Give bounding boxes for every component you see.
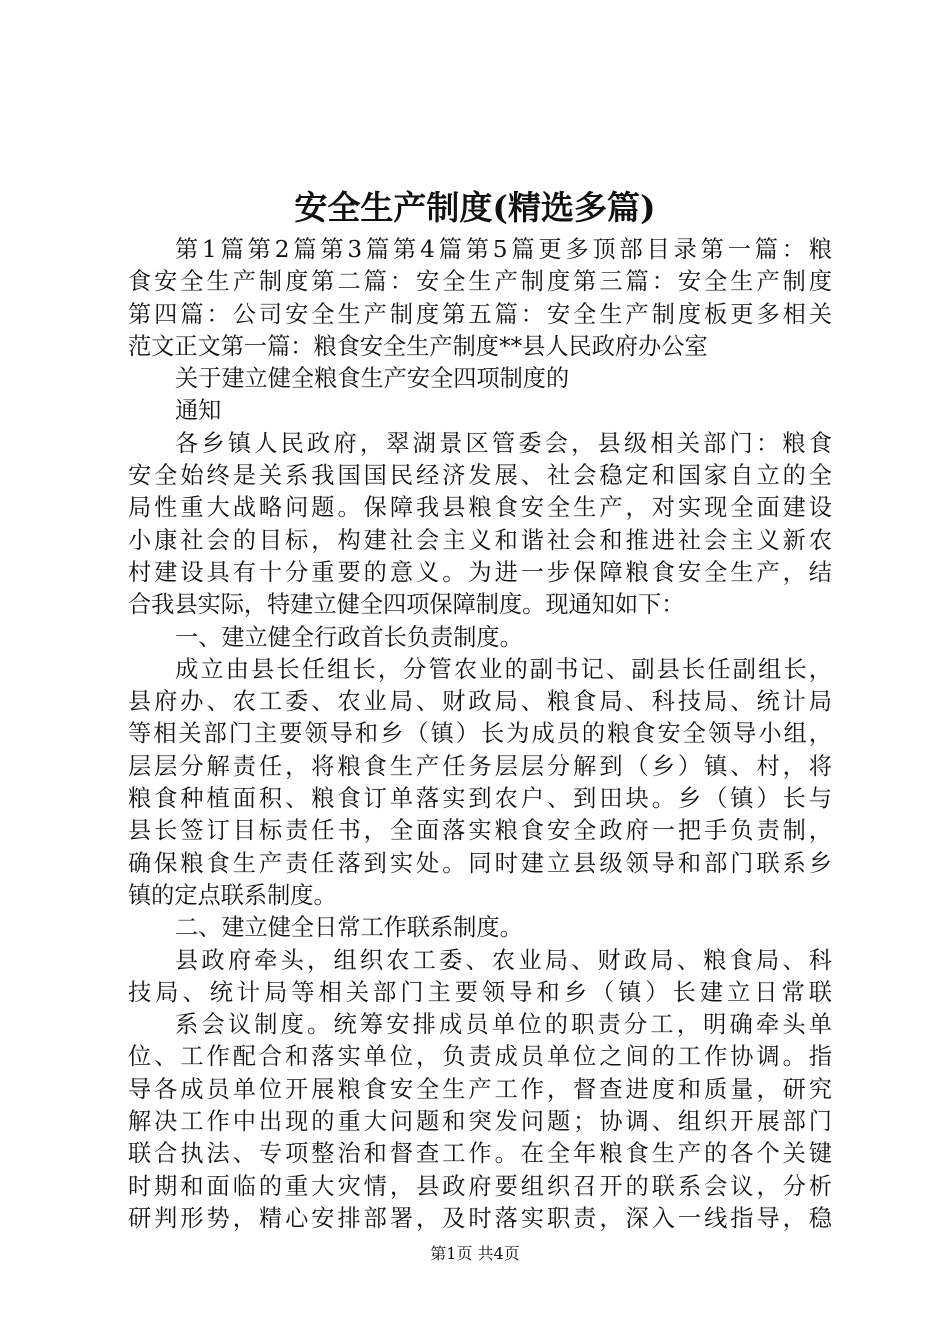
body-line: 系会议制度。统筹安排成员单位的职责分工，明确牵头单	[175, 1011, 832, 1039]
body-line: 县府办、农工委、农业局、财政局、粮食局、科技局、统计局	[128, 688, 832, 716]
body-line: 导各成员单位开展粮食安全生产工作，督查进度和质量，研究	[128, 1075, 832, 1103]
body-line: 第四篇：公司安全生产制度第五篇：安全生产制度板更多相关	[128, 300, 832, 328]
page-footer: 第1页 共4页	[430, 1244, 520, 1263]
document-title: 安全生产制度(精选多篇)	[294, 188, 656, 227]
body-line: 层层分解责任，将粮食生产任务层层分解到（乡）镇、村，将	[128, 752, 832, 780]
body-line: 一、建立健全行政首长负责制度。	[175, 623, 523, 651]
body-line: 确保粮食生产责任落到实处。同时建立县级领导和部门联系乡	[128, 849, 832, 877]
body-line: 范文正文第一篇：粮食安全生产制度**县人民政府办公室	[128, 332, 708, 360]
body-line: 二、建立健全日常工作联系制度。	[175, 914, 523, 942]
body-line: 合我县实际，特建立健全四项保障制度。现通知如下：	[128, 591, 685, 619]
body-line: 等相关部门主要领导和乡（镇）长为成员的粮食安全领导小组，	[128, 720, 832, 748]
body-line: 各乡镇人民政府，翠湖景区管委会，县级相关部门：粮食	[175, 429, 832, 457]
document-body	[128, 234, 832, 1235]
body-line: 时期和面临的重大灾情，县政府要组织召开的联系会议，分析	[128, 1172, 832, 1200]
body-line: 食安全生产制度第二篇：安全生产制度第三篇：安全生产制度	[128, 268, 832, 296]
body-line: 关于建立健全粮食生产安全四项制度的	[175, 365, 570, 393]
body-line: 成立由县长任组长，分管农业的副书记、副县长任副组长，	[175, 655, 832, 683]
body-line: 粮食种植面积、粮食订单落实到农户、到田块。乡（镇）长与	[128, 785, 832, 813]
body-line: 联合执法、专项整治和督查工作。在全年粮食生产的各个关键	[128, 1140, 832, 1168]
body-line: 村建设具有十分重要的意义。为进一步保障粮食安全生产，结	[128, 558, 832, 586]
body-line: 局性重大战略问题。保障我县粮食安全生产，对实现全面建设	[128, 494, 832, 522]
body-line: 研判形势，精心安排部署，及时落实职责，深入一线指导，稳	[128, 1204, 832, 1232]
body-line: 位、工作配合和落实单位，负责成员单位之间的工作协调。指	[128, 1043, 832, 1071]
body-line: 县长签订目标责任书，全面落实粮食安全政府一把手负责制，	[128, 817, 832, 845]
body-line: 通知	[175, 397, 222, 425]
body-line: 技局、统计局等相关部门主要领导和乡（镇）长建立日常联	[128, 978, 832, 1006]
body-line: 县政府牵头，组织农工委、农业局、财政局、粮食局、科	[175, 946, 832, 974]
body-line: 小康社会的目标，构建社会主义和谐社会和推进社会主义新农	[128, 526, 832, 554]
body-line: 安全始终是关系我国国民经济发展、社会稳定和国家自立的全	[128, 462, 832, 490]
body-line: 第1篇第2篇第3篇第4篇第5篇更多顶部目录第一篇：粮	[175, 236, 832, 263]
body-line: 镇的定点联系制度。	[128, 881, 337, 909]
body-line: 解决工作中出现的重大问题和突发问题；协调、组织开展部门	[128, 1108, 832, 1136]
